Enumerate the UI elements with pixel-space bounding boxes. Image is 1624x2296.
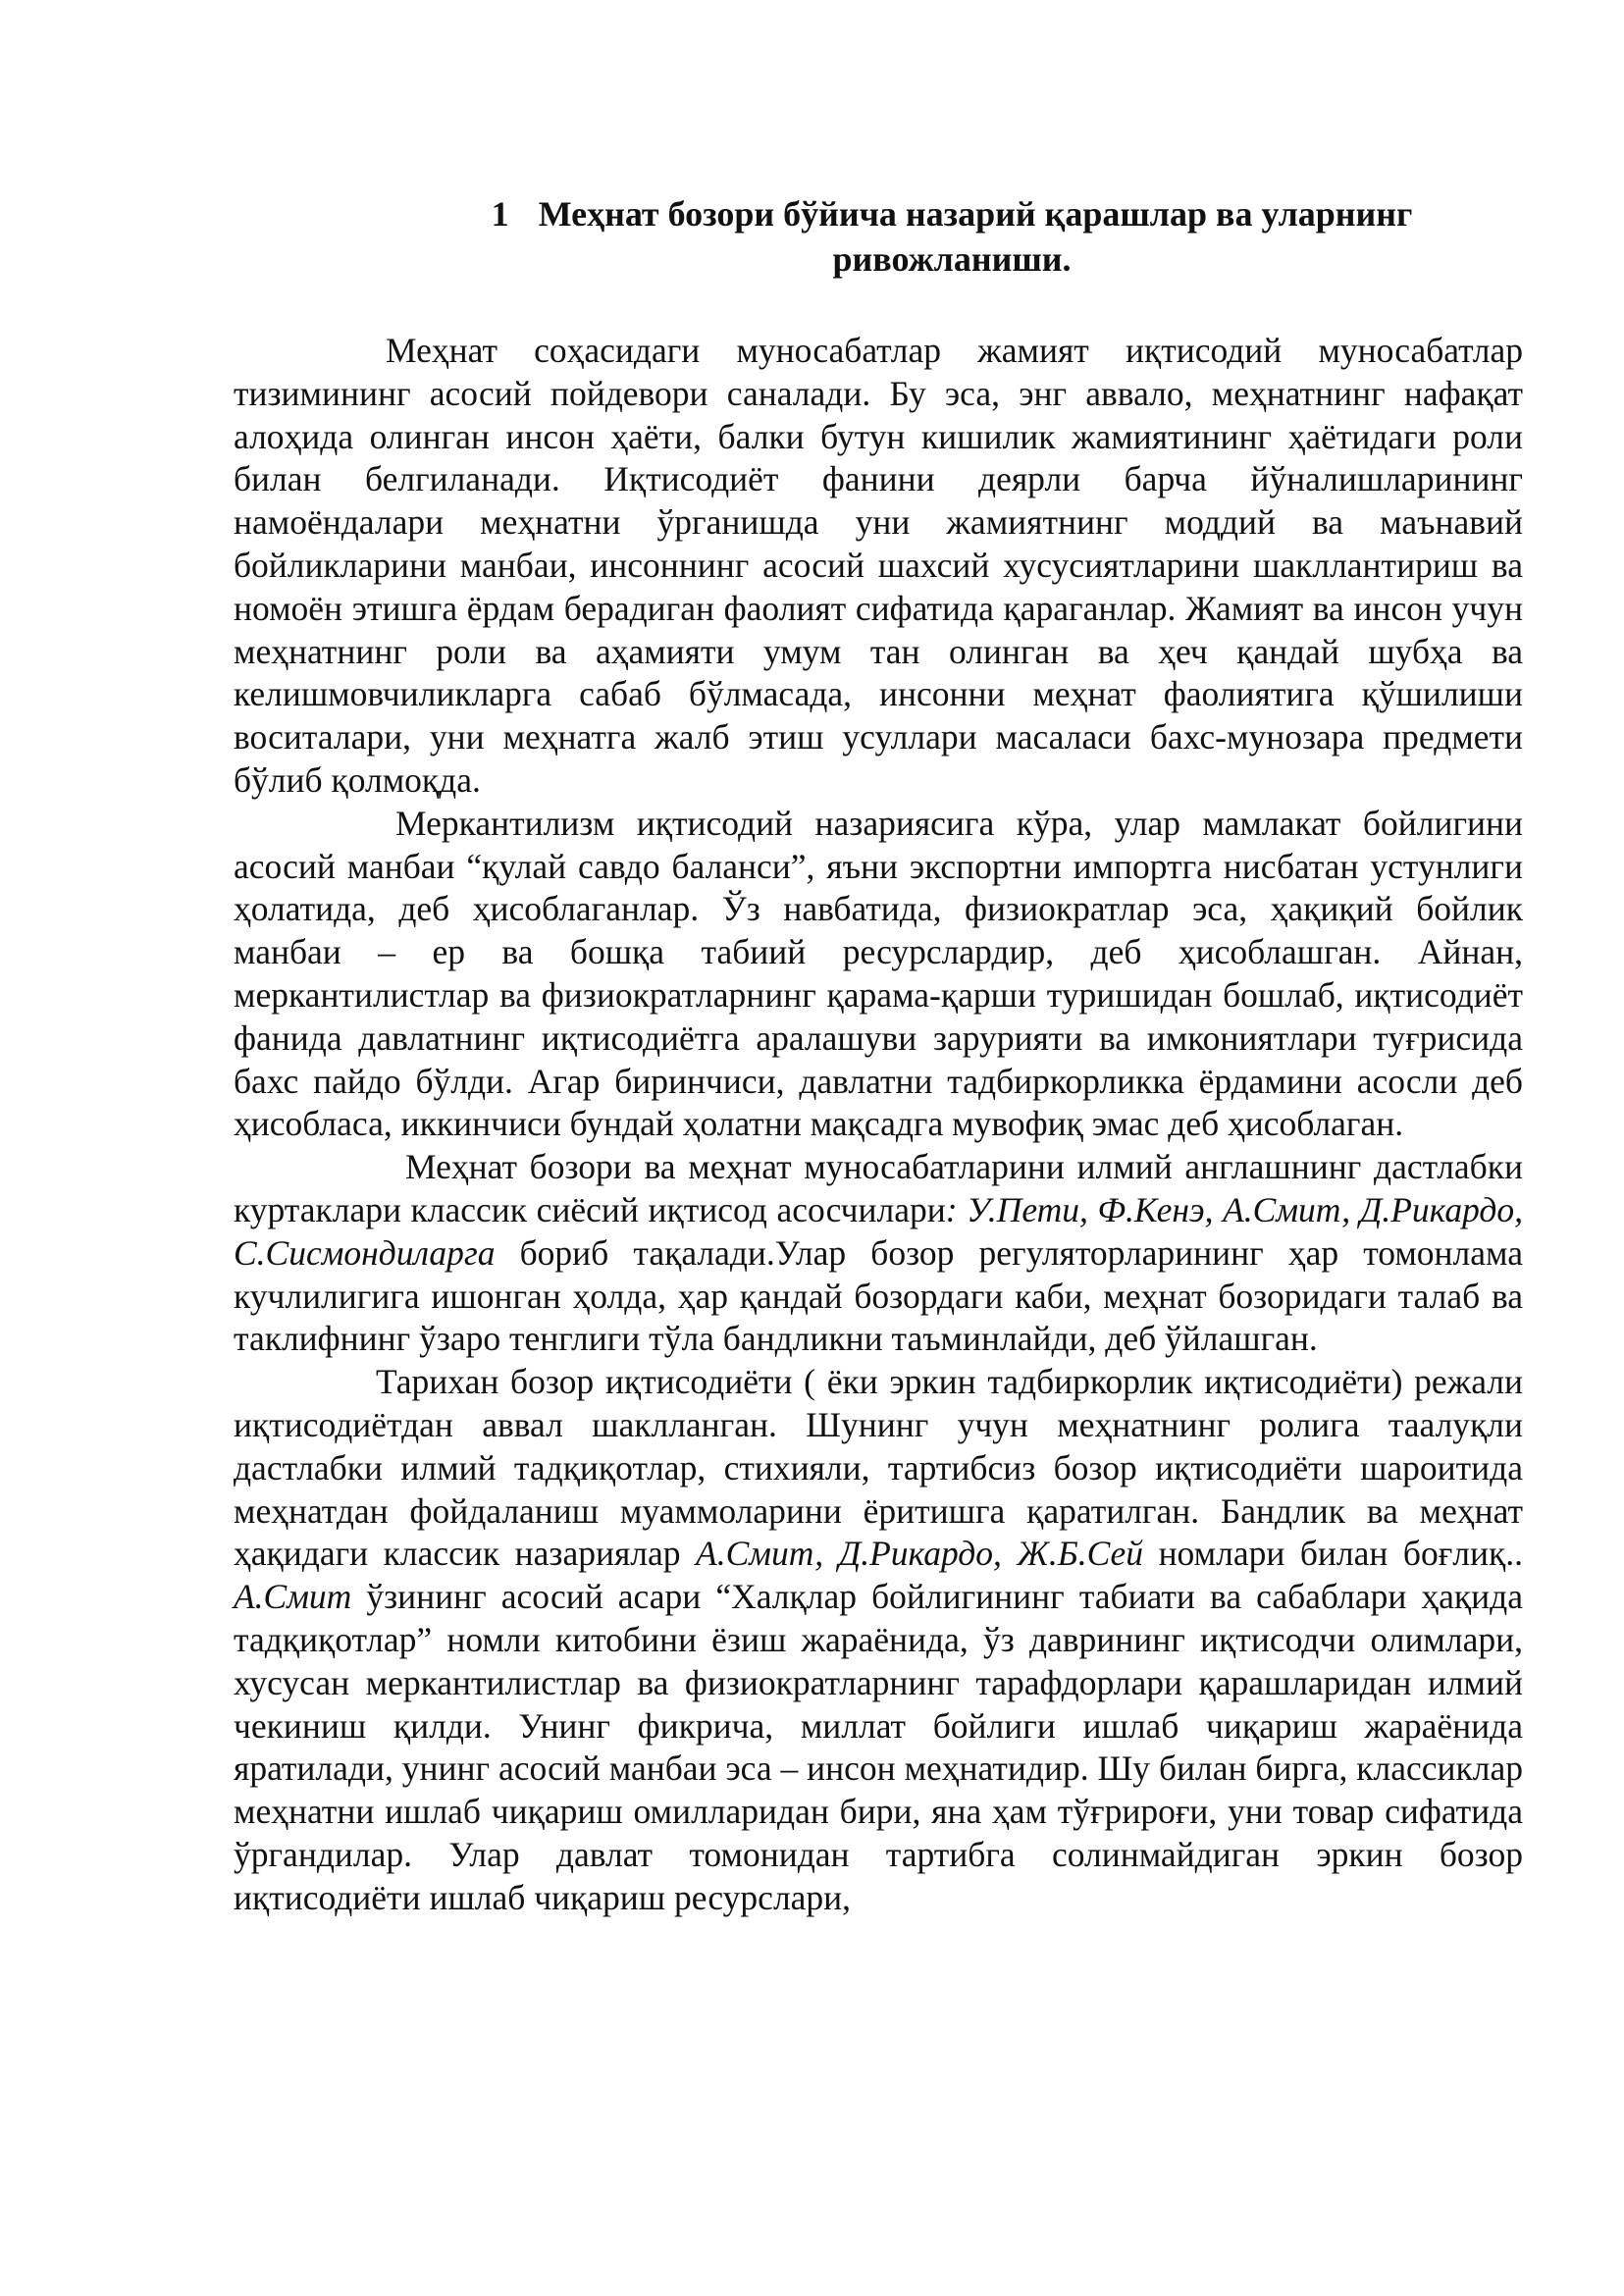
body-text — [234, 330, 1523, 1919]
paragraph-3-text-a: Меҳнат бозори ва меҳнат муносабатларини илмий англашнинг дастлабки куртаклари классик сиёсий иқтисод асосчилари — [234, 1147, 1523, 1229]
paragraph-3-text-b: бориб тақалади.Улар бозор регуляторларининг ҳар томонлама кучлилигига ишонган ҳолда, ҳар қандай бозордаги каби, меҳнат бозоридаги талаб ва таклифнинг ўзаро тенглиги тўла бандликни таъминлайди, деб ўйлашган. — [234, 1232, 1523, 1359]
paragraph-2: Меркантилизм иқтисодий назариясига кўра, улар мамлакат бойлигини асосий манбаи “қулай савдо баланси”, яъни экспортни импортга нисбатан устунлиги ҳолатида, деб ҳисоблаганлар. Ўз навбатида, физиократлар эса, ҳақиқий бойлик манбаи – ер ва бошқа табиий ресурслардир, деб ҳисоблашган. Айнан, меркантилистлар ва физиократларнинг қарама-қарши туришидан бошлаб, иқтисодиёт фанида давлатнинг иқтисодиётга аралашуви зарурияти ва имкониятлари туғрисида бахс пайдо бўлди. Агар биринчиси, давлатни тадбиркорликка ёрдамини асосли деб ҳисобласа, иккинчиси бундай ҳолатни мақсадга мувофиқ эмас деб ҳисоблаган. — [234, 803, 1523, 1144]
paragraph-4-text-b: номлари билан боғлиқ.. — [1143, 1534, 1523, 1574]
paragraph-1: Меҳнат соҳасидаги муносабатлар жамият иқтисодий муносабатлар тизимининг асосий пойдевори саналади. Бу эса, энг аввало, меҳнатнинг нафақат алоҳида олинган инсон ҳаёти, балки бутун кишилик жамиятининг ҳаётидаги роли билан белгиланади. Иқтисодиёт фанини деярли барча йўналишларининг намоёндалари меҳнатни ўрганишда уни жамиятнинг моддий ва маънавий бойликларини манбаи, инсоннинг асосий шахсий хусусиятларини шакллантириш ва номоён этишга ёрдам берадиган фаолият сифатида қараганлар. Жамият ва инсон учун меҳнатнинг роли ва аҳамияти умум тан олинган ва ҳеч қандай шубҳа ва келишмовчиликларга сабаб бўлмасада, инсонни меҳнат фаолиятига қўшилиши воситалари, уни меҳнатга жалб этиш усуллари масаласи бахс-мунозара предмети бўлиб қолмоқда. — [234, 331, 1523, 800]
paragraph-4 — [234, 1361, 1523, 1919]
paragraph-3-author-names: : У.Пети, Ф.Кенэ, А.Смит, Д.Рикардо, С.Сисмондиларга — [234, 1189, 1523, 1273]
section-title: Меҳнат бозори бўйича назарий қарашлар ва уларнинг ривожланиши. — [538, 194, 1413, 279]
paragraph-4-text-a: Тарихан бозор иқтисодиёти ( ёки эркин тадбиркорлик иқтисодиёти) режали иқтисодиётдан аввал шаклланган. Шунинг учун меҳнатнинг ролига таалуқли дастлабки илмий тадқиқотлар, стихияли, тартибсиз бозор иқтисодиёти шароитида меҳнатдан фойдаланиш муаммоларини ёритишга қаратилган. Бандлик ва меҳнат ҳақидаги классик назариялар — [234, 1362, 1523, 1574]
paragraph-4-author-names: А.Смит, Д.Рикардо, Ж.Б.Сей — [696, 1534, 1144, 1574]
section-number: 1 — [491, 194, 509, 234]
paragraph-4-text-c: ўзининг асосий асари “Халқлар бойлигининг табиати ва сабаблари ҳақида тадқиқотлар” номли китобини ёзиш жараёнида, ўз даврининг иқтисодчи олимлари, хусусан меркантилистлар ва физиократларнинг тарафдорлари қарашларидан илмий чекиниш қилди. Унинг фикрича, миллат бойлиги ишлаб чиқариш жараёнида яратилади, унинг асосий манбаи эса – инсон меҳнатидир. Шу билан бирга, классиклар меҳнатни ишлаб чиқариш омилларидан бири, яна ҳам тўғрироғи, уни товар сифатида ўргандилар. Улар давлат томонидан тартибга солинмайдиган эркин бозор иқтисодиёти ишлаб чиқариш ресурслари, — [234, 1577, 1523, 1917]
section-heading — [373, 191, 1531, 282]
paragraph-4-author-name: А.Смит — [234, 1577, 352, 1617]
paragraph-3 — [234, 1146, 1523, 1361]
